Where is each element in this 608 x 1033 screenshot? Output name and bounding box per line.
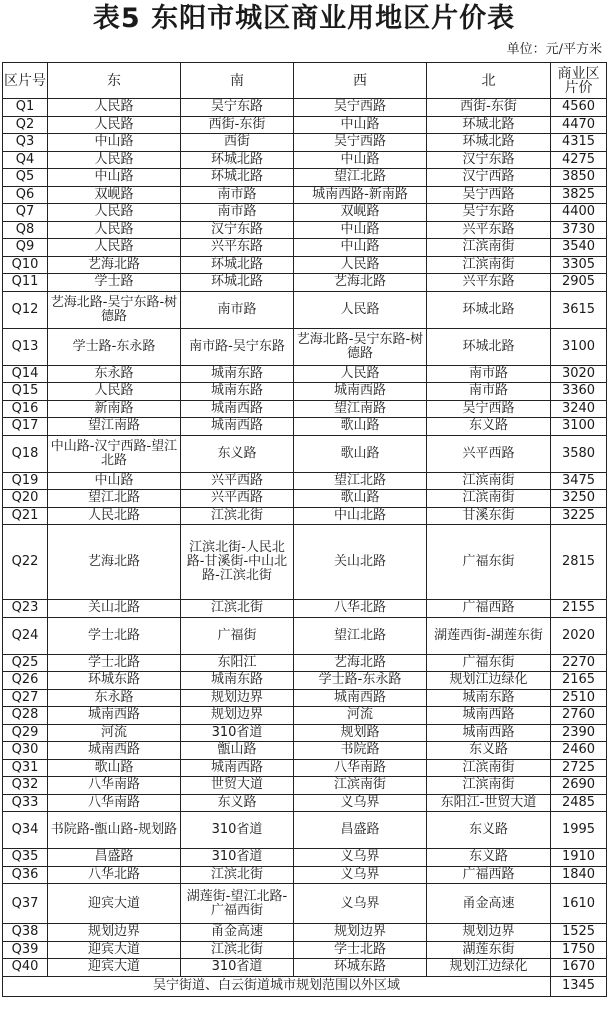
- table-row: [3, 707, 607, 725]
- table-row: [3, 186, 607, 204]
- cell-east: 河流: [48, 724, 181, 742]
- table-row: [3, 959, 607, 977]
- cell-south: 广福街: [181, 617, 294, 654]
- table-row: [3, 256, 607, 274]
- cell-zone-id: Q30: [3, 742, 48, 760]
- cell-east: 中山路-汉宁西路-望江北路: [48, 435, 181, 472]
- cell-zone-id: Q13: [3, 328, 48, 365]
- cell-south: 世贸大道: [181, 777, 294, 795]
- cell-price: 3580: [551, 435, 607, 472]
- cell-west: 中山路: [294, 221, 427, 239]
- cell-west: 城南西路: [294, 383, 427, 401]
- cell-north: 吴宁西路: [427, 400, 551, 418]
- cell-zone-id: Q21: [3, 507, 48, 525]
- cell-price: 3825: [551, 186, 607, 204]
- cell-price: 3240: [551, 400, 607, 418]
- table-row: [3, 221, 607, 239]
- cell-west: 歌山路: [294, 490, 427, 508]
- table-row: [3, 794, 607, 812]
- cell-south: 环城北路: [181, 256, 294, 274]
- cell-zone-id: Q40: [3, 959, 48, 977]
- cell-east: 学士北路: [48, 617, 181, 654]
- cell-east: 人民路: [48, 151, 181, 169]
- cell-zone-id: Q2: [3, 116, 48, 134]
- cell-price: 3100: [551, 418, 607, 436]
- table-row: [3, 777, 607, 795]
- table-row: [3, 383, 607, 401]
- cell-north: 西街-东街: [427, 99, 551, 117]
- cell-west: 规划边界: [294, 924, 427, 942]
- table-row: [3, 759, 607, 777]
- cell-east: 人民路: [48, 239, 181, 257]
- cell-zone-id: Q29: [3, 724, 48, 742]
- footer-price: 1345: [551, 976, 607, 996]
- cell-east: 城南西路: [48, 707, 181, 725]
- table-row: [3, 365, 607, 383]
- cell-west: 八华南路: [294, 759, 427, 777]
- cell-south: 西街-东街: [181, 116, 294, 134]
- cell-north: 吴宁西路: [427, 186, 551, 204]
- cell-zone-id: Q36: [3, 866, 48, 884]
- cell-price: 2510: [551, 689, 607, 707]
- cell-west: 中山路: [294, 116, 427, 134]
- table-row: [3, 134, 607, 152]
- cell-zone-id: Q19: [3, 472, 48, 490]
- cell-north: 广福东街: [427, 654, 551, 672]
- cell-zone-id: Q6: [3, 186, 48, 204]
- cell-east: 人民路: [48, 221, 181, 239]
- cell-east: 新南路: [48, 400, 181, 418]
- cell-west: 昌盛路: [294, 812, 427, 849]
- cell-north: 东义路: [427, 849, 551, 867]
- cell-south: 江滨北街: [181, 507, 294, 525]
- cell-west: 歌山路: [294, 418, 427, 436]
- cell-east: 八华南路: [48, 777, 181, 795]
- cell-west: 中山北路: [294, 507, 427, 525]
- cell-zone-id: Q5: [3, 169, 48, 187]
- table-row: [3, 400, 607, 418]
- table-row: [3, 151, 607, 169]
- cell-east: 书院路-甑山路-规划路: [48, 812, 181, 849]
- table-row: [3, 525, 607, 600]
- cell-price: 3250: [551, 490, 607, 508]
- table-row: [3, 490, 607, 508]
- cell-zone-id: Q1: [3, 99, 48, 117]
- cell-north: 广福西路: [427, 600, 551, 618]
- cell-north: 吴宁东路: [427, 204, 551, 222]
- cell-price: 2815: [551, 525, 607, 600]
- cell-east: 城南西路: [48, 742, 181, 760]
- cell-zone-id: Q33: [3, 794, 48, 812]
- cell-south: 310省道: [181, 812, 294, 849]
- cell-price: 4315: [551, 134, 607, 152]
- cell-zone-id: Q7: [3, 204, 48, 222]
- cell-north: 规划江边绿化: [427, 672, 551, 690]
- cell-north: 汉宁西路: [427, 169, 551, 187]
- cell-east: 迎宾大道: [48, 959, 181, 977]
- table-row: [3, 689, 607, 707]
- cell-zone-id: Q23: [3, 600, 48, 618]
- cell-zone-id: Q4: [3, 151, 48, 169]
- cell-south: 吴宁东路: [181, 99, 294, 117]
- cell-east: 环城东路: [48, 672, 181, 690]
- cell-south: 东义路: [181, 794, 294, 812]
- cell-north: 江滨南街: [427, 256, 551, 274]
- cell-zone-id: Q39: [3, 941, 48, 959]
- cell-west: 八华北路: [294, 600, 427, 618]
- cell-east: 关山北路: [48, 600, 181, 618]
- cell-zone-id: Q12: [3, 291, 48, 328]
- cell-price: 3305: [551, 256, 607, 274]
- header-west: 西: [294, 63, 427, 99]
- cell-east: 八华南路: [48, 794, 181, 812]
- cell-zone-id: Q11: [3, 274, 48, 292]
- cell-price: 2165: [551, 672, 607, 690]
- cell-west: 人民路: [294, 365, 427, 383]
- cell-south: 东义路: [181, 435, 294, 472]
- cell-west: 学士路-东永路: [294, 672, 427, 690]
- cell-price: 2155: [551, 600, 607, 618]
- cell-north: 兴平东路: [427, 221, 551, 239]
- cell-west: 望江北路: [294, 169, 427, 187]
- table-row: [3, 204, 607, 222]
- cell-east: 人民路: [48, 99, 181, 117]
- cell-south: 南市路-吴宁东路: [181, 328, 294, 365]
- cell-price: 3730: [551, 221, 607, 239]
- cell-zone-id: Q15: [3, 383, 48, 401]
- cell-east: 艺海北路: [48, 525, 181, 600]
- cell-east: 迎宾大道: [48, 941, 181, 959]
- table-row: [3, 291, 607, 328]
- cell-south: 南市路: [181, 186, 294, 204]
- header-price: 商业区片价: [551, 63, 607, 99]
- cell-price: 3615: [551, 291, 607, 328]
- cell-zone-id: Q16: [3, 400, 48, 418]
- cell-east: 望江南路: [48, 418, 181, 436]
- cell-south: 东阳江: [181, 654, 294, 672]
- table-row: [3, 239, 607, 257]
- table-row: [3, 435, 607, 472]
- cell-north: 环城北路: [427, 291, 551, 328]
- cell-price: 2390: [551, 724, 607, 742]
- cell-north: 东义路: [427, 812, 551, 849]
- cell-price: 1610: [551, 884, 607, 924]
- cell-south: 兴平西路: [181, 490, 294, 508]
- cell-north: 规划边界: [427, 924, 551, 942]
- cell-price: 2020: [551, 617, 607, 654]
- cell-south: 江滨北街-人民北路-甘溪街-中山北路-江滨北街: [181, 525, 294, 600]
- cell-south: 城南西路: [181, 759, 294, 777]
- cell-east: 规划边界: [48, 924, 181, 942]
- cell-zone-id: Q35: [3, 849, 48, 867]
- cell-south: 兴平东路: [181, 239, 294, 257]
- table-row: [3, 418, 607, 436]
- cell-east: 八华北路: [48, 866, 181, 884]
- cell-zone-id: Q18: [3, 435, 48, 472]
- table-row: [3, 812, 607, 849]
- cell-price: 2270: [551, 654, 607, 672]
- cell-west: 艺海北路: [294, 274, 427, 292]
- cell-east: 人民北路: [48, 507, 181, 525]
- table-row: [3, 328, 607, 365]
- cell-west: 艺海北路: [294, 654, 427, 672]
- table-row: [3, 849, 607, 867]
- cell-west: 城南西路-新南路: [294, 186, 427, 204]
- cell-south: 西街: [181, 134, 294, 152]
- cell-west: 环城东路: [294, 959, 427, 977]
- cell-north: 兴平东路: [427, 274, 551, 292]
- cell-east: 艺海北路: [48, 256, 181, 274]
- cell-north: 甬金高速: [427, 884, 551, 924]
- table-row: [3, 724, 607, 742]
- cell-west: 望江南路: [294, 400, 427, 418]
- cell-north: 东义路: [427, 742, 551, 760]
- header-zone-id: 区片号: [3, 63, 48, 99]
- cell-east: 人民路: [48, 383, 181, 401]
- cell-zone-id: Q10: [3, 256, 48, 274]
- cell-price: 3850: [551, 169, 607, 187]
- cell-west: 吴宁西路: [294, 99, 427, 117]
- cell-west: 中山路: [294, 239, 427, 257]
- cell-south: 城南东路: [181, 383, 294, 401]
- header-north: 北: [427, 63, 551, 99]
- cell-south: 环城北路: [181, 169, 294, 187]
- table-row: [3, 507, 607, 525]
- cell-south: 310省道: [181, 959, 294, 977]
- cell-price: 3540: [551, 239, 607, 257]
- table-title: 表5 东阳市城区商业用地区片价表: [92, 3, 516, 34]
- cell-south: 兴平西路: [181, 472, 294, 490]
- cell-south: 甬金高速: [181, 924, 294, 942]
- cell-south: 环城北路: [181, 274, 294, 292]
- table-row: [3, 924, 607, 942]
- cell-south: 汉宁东路: [181, 221, 294, 239]
- cell-north: 城南西路: [427, 724, 551, 742]
- cell-price: 3100: [551, 328, 607, 365]
- cell-price: 1995: [551, 812, 607, 849]
- cell-price: 1525: [551, 924, 607, 942]
- table-row: [3, 116, 607, 134]
- cell-south: 城南西路: [181, 418, 294, 436]
- cell-north: 湖莲西街-湖莲东街: [427, 617, 551, 654]
- cell-price: 3225: [551, 507, 607, 525]
- table-row: [3, 472, 607, 490]
- cell-price: 3020: [551, 365, 607, 383]
- cell-north: 江滨南街: [427, 472, 551, 490]
- cell-zone-id: Q3: [3, 134, 48, 152]
- table-row: [3, 672, 607, 690]
- cell-price: 4400: [551, 204, 607, 222]
- cell-south: 城南西路: [181, 400, 294, 418]
- cell-south: 城南东路: [181, 672, 294, 690]
- cell-north: 城南西路: [427, 707, 551, 725]
- cell-zone-id: Q22: [3, 525, 48, 600]
- cell-north: 江滨南街: [427, 239, 551, 257]
- cell-north: 江滨南街: [427, 490, 551, 508]
- cell-north: 江滨南街: [427, 759, 551, 777]
- cell-zone-id: Q17: [3, 418, 48, 436]
- cell-north: 广福西路: [427, 866, 551, 884]
- cell-zone-id: Q31: [3, 759, 48, 777]
- cell-east: 艺海北路-吴宁东路-树德路: [48, 291, 181, 328]
- cell-north: 广福东街: [427, 525, 551, 600]
- table-row: [3, 617, 607, 654]
- cell-south: 城南东路: [181, 365, 294, 383]
- cell-north: 汉宁东路: [427, 151, 551, 169]
- cell-north: 规划江边绿化: [427, 959, 551, 977]
- cell-east: 中山路: [48, 472, 181, 490]
- cell-east: 学士路: [48, 274, 181, 292]
- cell-north: 环城北路: [427, 134, 551, 152]
- cell-north: 南市路: [427, 383, 551, 401]
- cell-west: 义乌界: [294, 866, 427, 884]
- price-table: [2, 62, 607, 997]
- cell-zone-id: Q25: [3, 654, 48, 672]
- cell-price: 1670: [551, 959, 607, 977]
- cell-west: 规划路: [294, 724, 427, 742]
- table-row: [3, 884, 607, 924]
- cell-price: 1840: [551, 866, 607, 884]
- header-row: [3, 63, 607, 99]
- cell-east: 人民路: [48, 116, 181, 134]
- cell-north: 兴平西路: [427, 435, 551, 472]
- cell-west: 书院路: [294, 742, 427, 760]
- cell-south: 江滨北街: [181, 600, 294, 618]
- cell-price: 3475: [551, 472, 607, 490]
- table-row: [3, 99, 607, 117]
- cell-east: 东永路: [48, 365, 181, 383]
- cell-west: 吴宁西路: [294, 134, 427, 152]
- cell-south: 甑山路: [181, 742, 294, 760]
- cell-zone-id: Q37: [3, 884, 48, 924]
- cell-south: 环城北路: [181, 151, 294, 169]
- unit-note: 单位：元/平方米: [506, 42, 602, 57]
- cell-price: 2905: [551, 274, 607, 292]
- cell-south: 规划边界: [181, 689, 294, 707]
- cell-north: 南市路: [427, 365, 551, 383]
- cell-west: 人民路: [294, 256, 427, 274]
- cell-zone-id: Q26: [3, 672, 48, 690]
- cell-west: 义乌界: [294, 884, 427, 924]
- cell-south: 湖莲街-望江北路-广福西街: [181, 884, 294, 924]
- cell-west: 望江北路: [294, 472, 427, 490]
- cell-north: 东义路: [427, 418, 551, 436]
- cell-east: 中山路: [48, 169, 181, 187]
- cell-east: 东永路: [48, 689, 181, 707]
- header-east: 东: [48, 63, 181, 99]
- cell-north: 东阳江-世贸大道: [427, 794, 551, 812]
- cell-zone-id: Q27: [3, 689, 48, 707]
- table-row: [3, 866, 607, 884]
- cell-zone-id: Q34: [3, 812, 48, 849]
- cell-west: 城南西路: [294, 689, 427, 707]
- footer-row: [3, 976, 607, 996]
- cell-west: 江滨南街: [294, 777, 427, 795]
- cell-south: 南市路: [181, 291, 294, 328]
- cell-zone-id: Q32: [3, 777, 48, 795]
- cell-zone-id: Q9: [3, 239, 48, 257]
- cell-south: 江滨北街: [181, 941, 294, 959]
- cell-zone-id: Q20: [3, 490, 48, 508]
- cell-west: 关山北路: [294, 525, 427, 600]
- cell-east: 学士路-东永路: [48, 328, 181, 365]
- cell-east: 双岘路: [48, 186, 181, 204]
- cell-east: 中山路: [48, 134, 181, 152]
- cell-price: 2725: [551, 759, 607, 777]
- table-row: [3, 600, 607, 618]
- cell-zone-id: Q28: [3, 707, 48, 725]
- cell-price: 2760: [551, 707, 607, 725]
- cell-price: 1750: [551, 941, 607, 959]
- cell-price: 2690: [551, 777, 607, 795]
- cell-zone-id: Q38: [3, 924, 48, 942]
- footer-label: 吴宁街道、白云街道城市规划范围以外区域: [3, 976, 551, 996]
- cell-price: 4470: [551, 116, 607, 134]
- cell-east: 望江北路: [48, 490, 181, 508]
- cell-price: 2460: [551, 742, 607, 760]
- table-row: [3, 169, 607, 187]
- cell-south: 江滨北街: [181, 866, 294, 884]
- cell-zone-id: Q24: [3, 617, 48, 654]
- cell-price: 2485: [551, 794, 607, 812]
- cell-north: 江滨南街: [427, 777, 551, 795]
- table-row: [3, 941, 607, 959]
- cell-south: 310省道: [181, 849, 294, 867]
- cell-price: 4560: [551, 99, 607, 117]
- cell-east: 学士北路: [48, 654, 181, 672]
- table-row: [3, 274, 607, 292]
- cell-north: 城南东路: [427, 689, 551, 707]
- cell-north: 环城北路: [427, 116, 551, 134]
- cell-east: 迎宾大道: [48, 884, 181, 924]
- cell-north: 湖莲东街: [427, 941, 551, 959]
- cell-west: 双岘路: [294, 204, 427, 222]
- table-row: [3, 742, 607, 760]
- cell-west: 歌山路: [294, 435, 427, 472]
- cell-east: 歌山路: [48, 759, 181, 777]
- cell-east: 人民路: [48, 204, 181, 222]
- table-row: [3, 654, 607, 672]
- cell-east: 昌盛路: [48, 849, 181, 867]
- cell-zone-id: Q8: [3, 221, 48, 239]
- cell-north: 甘溪东街: [427, 507, 551, 525]
- cell-west: 义乌界: [294, 849, 427, 867]
- cell-west: 中山路: [294, 151, 427, 169]
- cell-west: 人民路: [294, 291, 427, 328]
- cell-west: 河流: [294, 707, 427, 725]
- cell-south: 310省道: [181, 724, 294, 742]
- cell-west: 义乌界: [294, 794, 427, 812]
- cell-price: 3360: [551, 383, 607, 401]
- cell-west: 望江北路: [294, 617, 427, 654]
- cell-south: 南市路: [181, 204, 294, 222]
- cell-north: 环城北路: [427, 328, 551, 365]
- cell-zone-id: Q14: [3, 365, 48, 383]
- cell-west: 学士北路: [294, 941, 427, 959]
- cell-price: 4275: [551, 151, 607, 169]
- cell-south: 规划边界: [181, 707, 294, 725]
- header-south: 南: [181, 63, 294, 99]
- cell-price: 1910: [551, 849, 607, 867]
- cell-west: 艺海北路-吴宁东路-树德路: [294, 328, 427, 365]
